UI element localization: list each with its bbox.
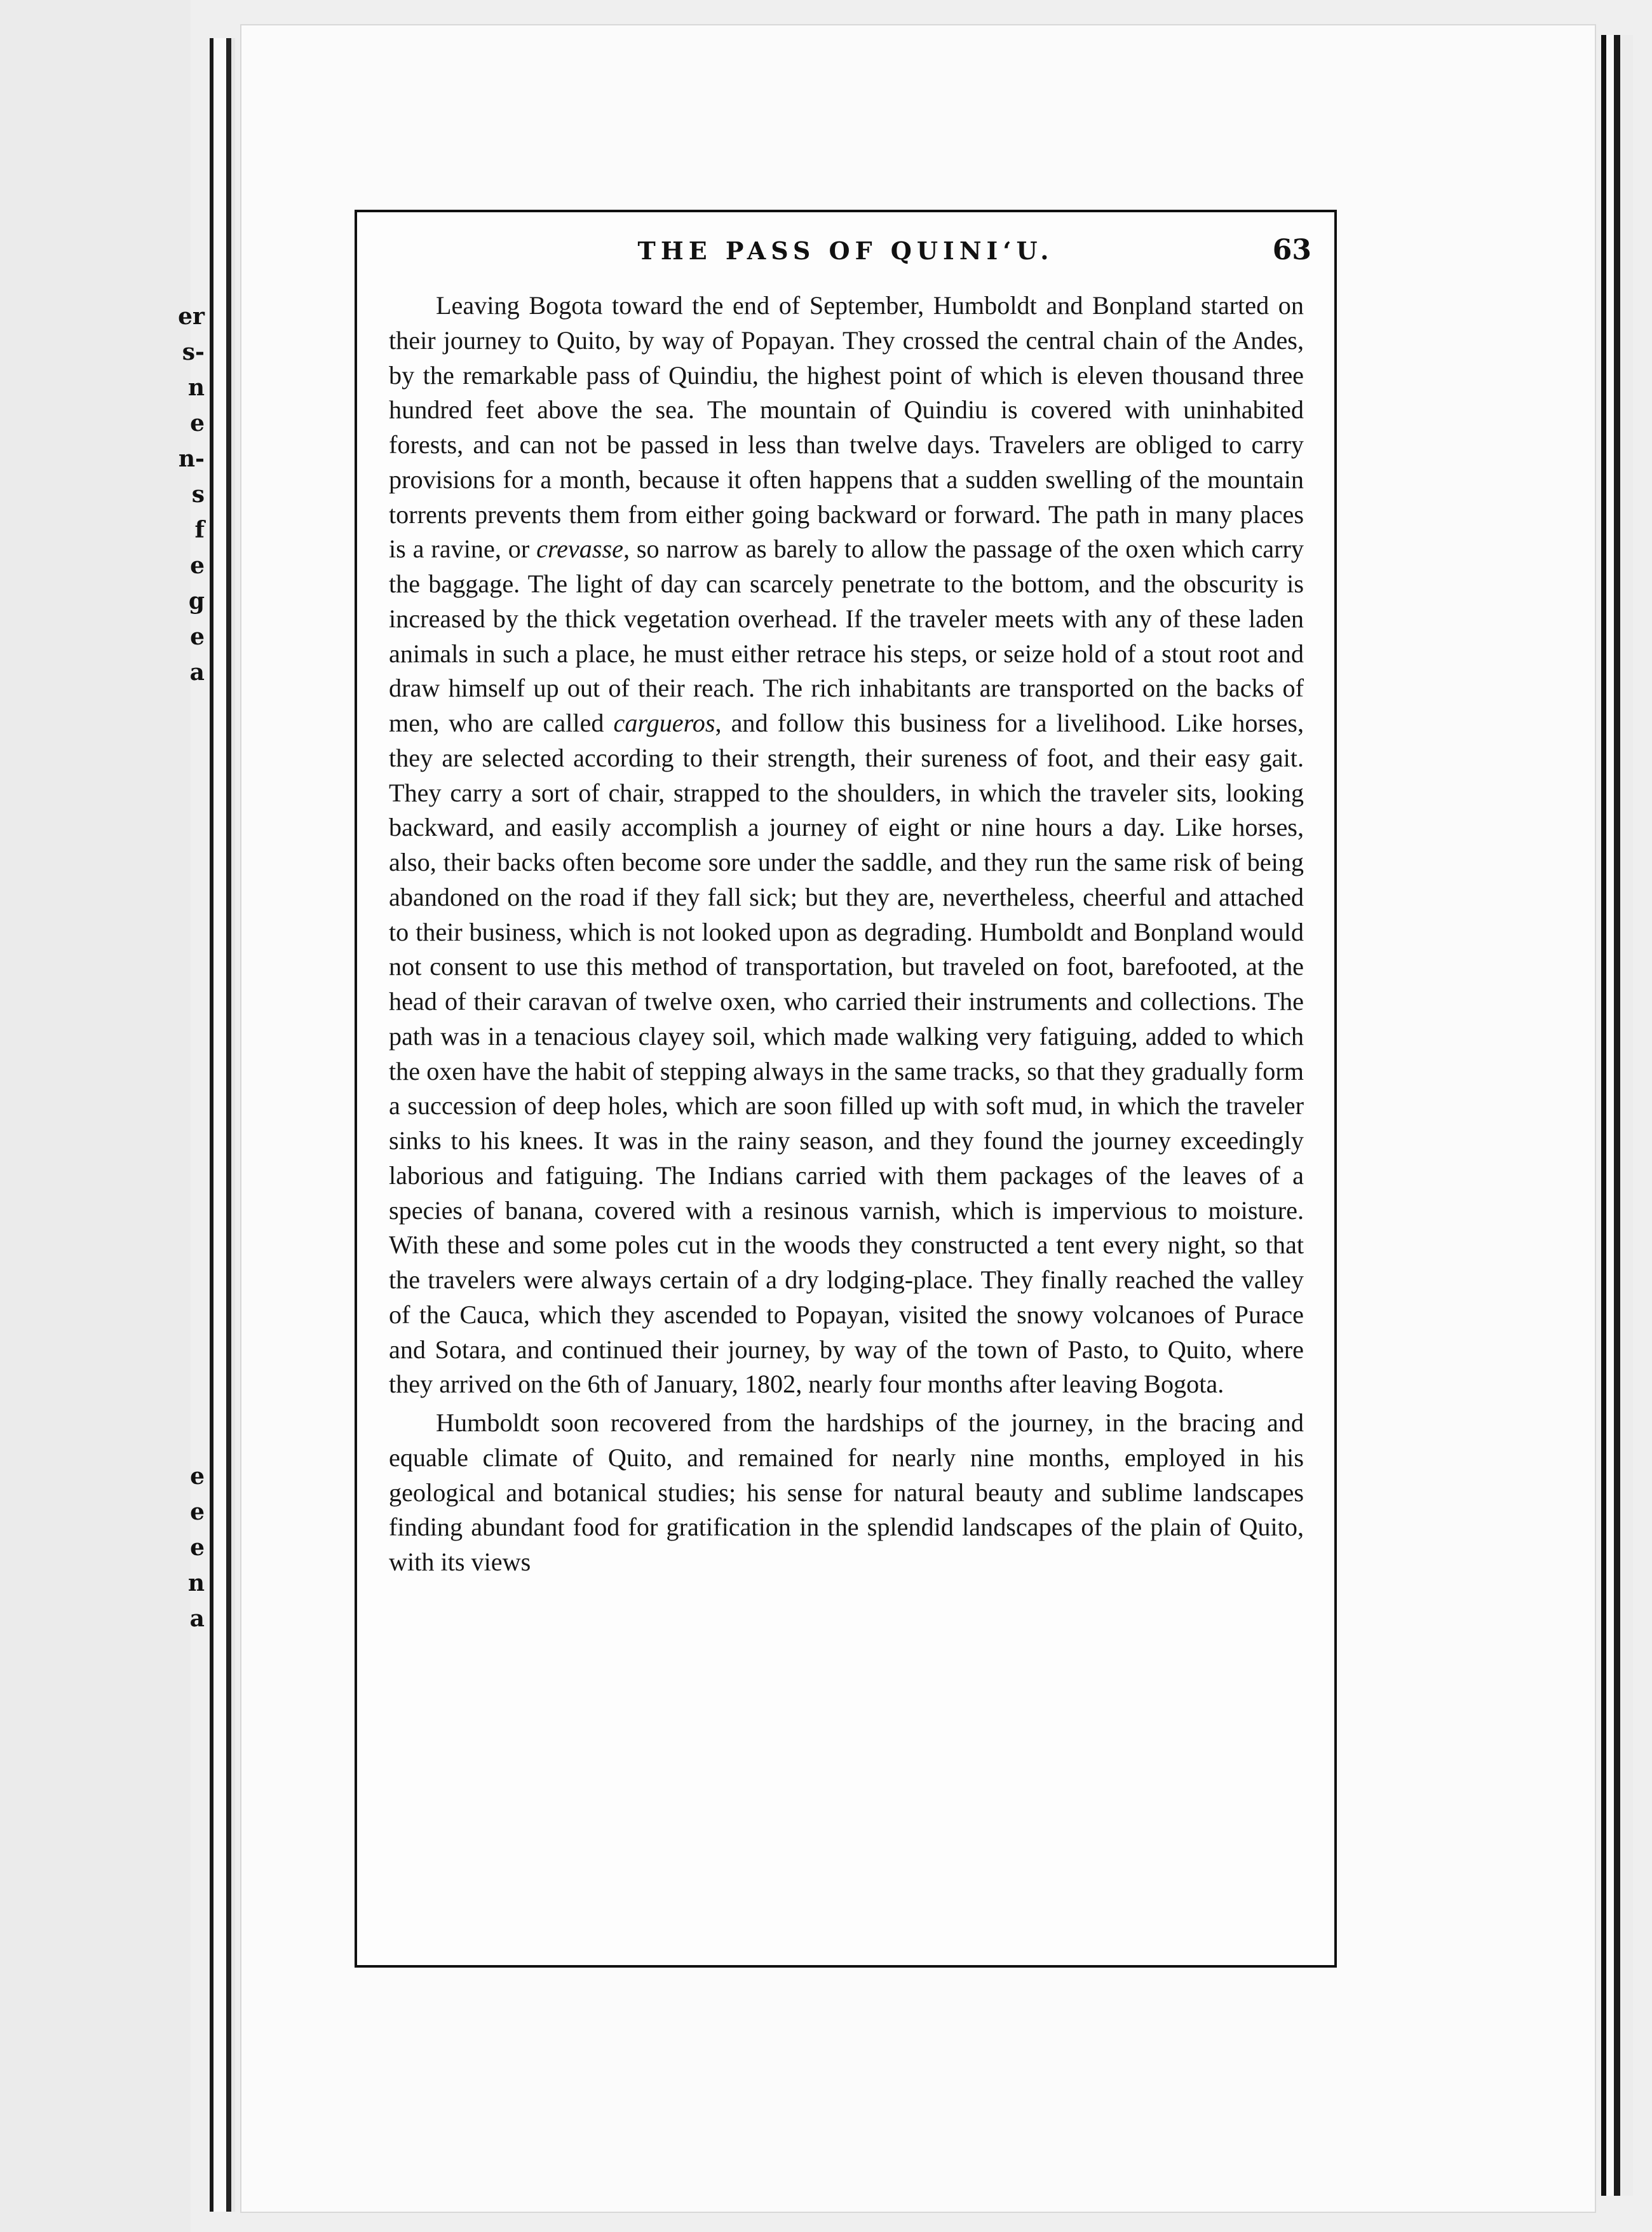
fragment-text: a (189, 659, 205, 686)
fragment-text: e (190, 1534, 205, 1561)
fragment-text: e (190, 410, 205, 437)
fragment-text: er (178, 303, 205, 330)
fragment-text: e (190, 1463, 205, 1490)
book-gutter (210, 38, 235, 2212)
page-edge-right (1601, 35, 1633, 2196)
paragraph-text: , and follow this business for a livelihood. Like horses, they are selected according to their strength, their sureness of foot, and their easy gait. They carry a sort of chair, strapped to the shoulders, in which the traveler sits, looking backward, and easily accomplish a journey of eight or nine hours a day. Like horses, also, their backs often become sore under the saddle, and they run the same risk of being abandoned on the road if they fall sick; but they are, nevertheless, cheerful and attached to their business, which is not looked upon as degrading. Humboldt and Bonpland would not consent to use this method of transportation, but traveled on foot, barefooted, at the head of their caravan of twelve oxen, who carried their instruments and collections. The path was in a tenacious clayey soil, which made walking very fatiguing, added to which the oxen have the habit of stepping always in the same tracks, so that they gradually form a succession of deep holes, which are soon filled up with soft mud, in which the traveler sinks to his knees. It was in the rainy season, and they found the journey exceedingly laborious and fatiguing. The Indians carried with them packages of the leaves of a species of banana, covered with a resinous varnish, which is impervious to moisture. With these and some poles cut in the woods they constructed a tent every night, so that the travelers were always certain of a dry lodging-place. They finally reached the valley of the Cauca, which they ascended to Popayan, visited the snowy volcanoes of Purace and Sotara, and continued their journey, by way of the town of Pasto, to Quito, where they arrived on the 6th of January, 1802, nearly four months after leaving Bogota. (389, 709, 1304, 1399)
fragment-text: n (187, 374, 205, 401)
previous-page-fragments-upper (166, 299, 205, 690)
paragraph-text: Humboldt soon recovered from the hardships of the journey, in the bracing and equable climate of Quito, and remained for nearly nine months, employed in his geological and botanical studies; his sense for natural beauty and sublime landscapes finding abundant food for gratification in the splendid landscapes of the plain of Quito, with its views (389, 1408, 1304, 1576)
running-head (357, 236, 1334, 275)
text-frame (355, 210, 1337, 1968)
previous-page-margin (0, 0, 191, 2232)
fragment-text: f (194, 517, 205, 543)
paragraph-text: Leaving Bogota toward the end of September, Humboldt and Bonpland started on their journey to Quito, by way of Popayan. They crossed the central chain of the Andes, by the remarkable pass of Quindiu, the highest point of which is eleven thousand three hundred feet above the sea. The mountain of Quindiu is covered with uninhabited forests, and can not be passed in less than twelve days. Travelers are obliged to carry provisions for a month, because it often happens that a sudden swelling of the mountain torrents prevents them from either going backward or forward. The path in many places is a ravine, or (389, 291, 1304, 564)
paragraph (389, 1406, 1304, 1580)
paragraph (389, 289, 1304, 1402)
body-text (389, 289, 1304, 1580)
page-number: 63 (1272, 234, 1311, 266)
fragment-text: e (190, 1499, 205, 1525)
fragment-text: n- (178, 446, 205, 472)
italic-term: cargueros (613, 709, 715, 737)
fragment-text: e (190, 552, 205, 579)
fragment-text: e (190, 623, 205, 650)
fragment-text: n (187, 1570, 205, 1596)
fragment-text: g (188, 588, 205, 615)
italic-term: crevasse (536, 534, 623, 564)
fragment-text: s- (182, 339, 205, 365)
previous-page-fragments-lower (166, 1459, 205, 1637)
fragment-text: s (191, 481, 205, 508)
paragraph-text: , so narrow as barely to allow the passage of the oxen which carry the baggage. The light of day can scarcely penetrate to the bottom, and the obscurity is increased by the thick vegetation overhead. If the traveler meets with any of these laden animals in such a place, he must either retrace his steps, or seize hold of a stout root and draw himself up out of their reach. The rich inhabitants are transported on the backs of men, who are called (389, 534, 1304, 737)
running-title: THE PASS OF QUINIʻU. (637, 236, 1054, 265)
fragment-text: a (189, 1605, 205, 1632)
